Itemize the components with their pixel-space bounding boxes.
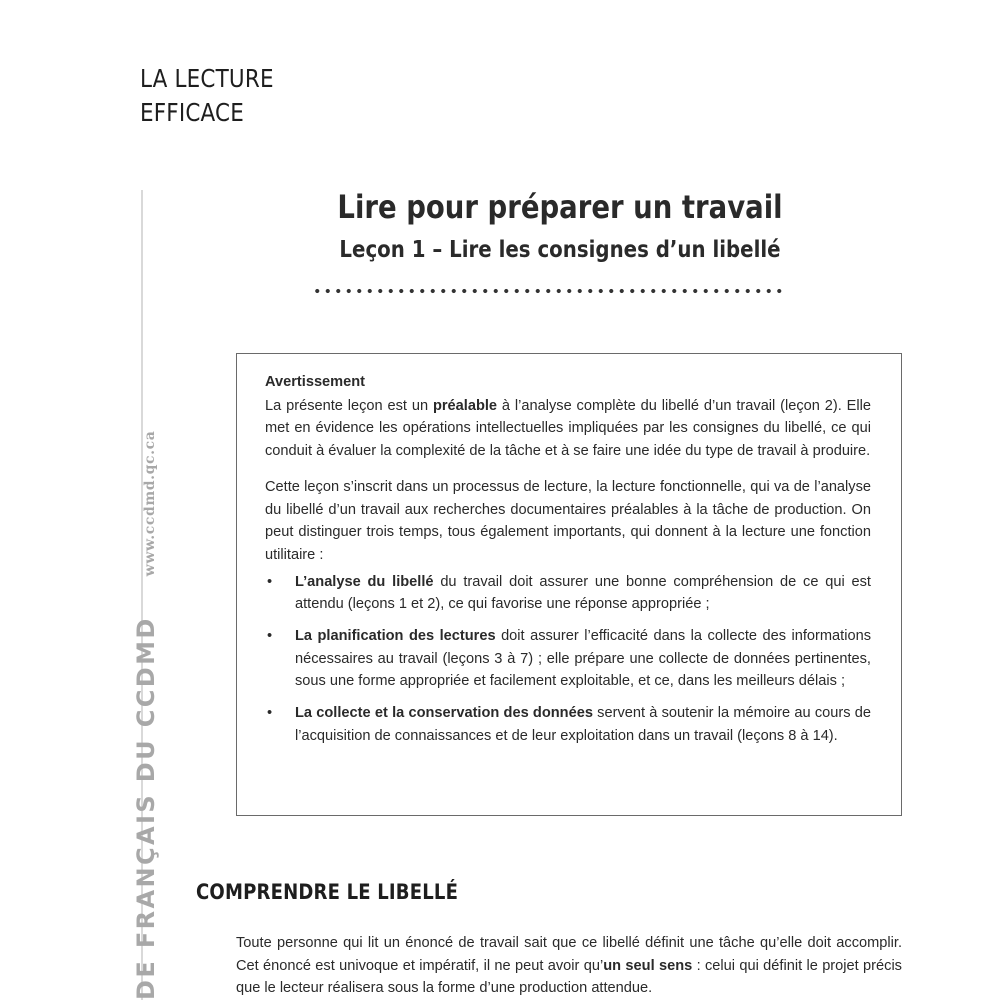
bold-term: La collecte et la conservation des données — [295, 705, 593, 722]
text-run: doit assurer l’efficacité dans la collecte des informations nécessaires au travail (leçons 3 à 7) ; elle prépare une collecte de données pertinentes, sous une forme appropriée et facilement exploitable, et ce, dans les meilleurs délais ; — [295, 628, 872, 690]
list-item — [265, 625, 871, 693]
warning-paragraph-2: Cette leçon s’inscrit dans un processus de lecture, la lecture fonctionnelle, qui va de l’analyse du libellé d’un travail aux recherches documentaires préalables à la tâche de production. On peut distinguer trois temps, tous également importants, qui donnent à la lecture une fonction utilitaire : — [265, 478, 871, 563]
series-title-line2: EFFICACE — [140, 98, 244, 127]
warning-heading: Avertissement — [265, 374, 366, 390]
bullet-icon: • — [267, 628, 273, 645]
lesson-subtitle: Leçon 1 – Lire les consignes d’un libellé — [339, 237, 781, 263]
series-title — [140, 62, 274, 130]
bold-term: L’analyse du libellé — [295, 573, 434, 590]
bullet-icon: • — [267, 705, 273, 722]
sidebar-vertical-text — [132, 431, 160, 1000]
sidebar-url: www.ccdmd.qc.ca — [142, 430, 158, 577]
text-run: : celui qui définit le projet précis que le lecteur réalisera sous la forme d’une production attendue. — [236, 957, 902, 997]
section-body — [236, 932, 902, 1000]
bold-term: préalable — [432, 397, 498, 414]
bullet-list — [265, 571, 871, 748]
warning-box — [236, 353, 902, 816]
page-title: Lire pour préparer un travail — [337, 188, 783, 226]
bold-term: un seul sens — [603, 957, 693, 974]
bold-term: La planification des lectures — [295, 628, 496, 645]
text-run: La présente leçon est un — [265, 397, 433, 414]
title-block — [240, 185, 880, 265]
sidebar-brand: DE FRANÇAIS DU CCDMD — [132, 616, 160, 1000]
list-item — [265, 571, 871, 616]
text-run: à l’analyse complète du libellé d’un travail (leçon 2). Elle met en évidence les opérations intellectuelles impliquées par les consignes du libellé, ce qui conduit à évaluer la complexité de la tâche et à se faire une idée du type de travail à produire. — [265, 397, 871, 460]
dotted-separator — [312, 287, 782, 295]
section-paragraph — [236, 932, 902, 1000]
text-run: du travail doit assurer une bonne compréhension de ce qui est attendu (leçons 1 et 2), ce qui favorise une réponse appropriée ; — [295, 573, 871, 613]
text-run: Toute personne qui lit un énoncé de travail sait que ce libellé définit une tâche qu’elle doit accomplir. Cet énoncé est univoque et impératif, il ne peut avoir qu’ — [236, 935, 902, 974]
list-item — [265, 702, 871, 747]
section-heading: COMPRENDRE LE LIBELLÉ — [196, 880, 459, 904]
warning-paragraph-1 — [265, 395, 871, 463]
bullet-icon: • — [267, 573, 273, 590]
text-run: servent à soutenir la mémoire au cours de l’acquisition de connaissances et de leur exploitation dans un travail (leçons 8 à 14). — [295, 705, 871, 744]
series-title-line1: LA LECTURE — [140, 64, 274, 93]
